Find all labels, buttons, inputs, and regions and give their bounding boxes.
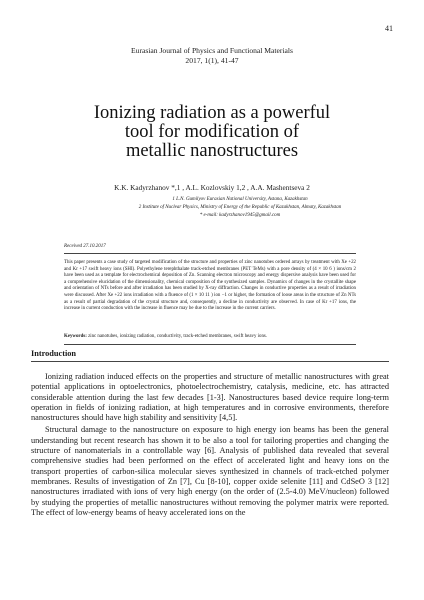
- corresponding-email: * e-mail: kadyrzhanov1945@gmail.com: [199, 213, 281, 218]
- introduction-body: [31, 372, 389, 520]
- page-number: 41: [385, 24, 393, 33]
- affiliations: [90, 196, 390, 220]
- keywords: [64, 334, 356, 341]
- abstract-text: This paper presents a case study of targeted modification of the structure and properties of zinc nanotubes ordered arrays by treatment with Xe +22 and Kr +17 swift heavy ions (SHI). Polyethylene terephthalate track-etched membranes (PET TeMs) with a pore density of (4 × 10 6 ) ions/cm 2 have been used as a template for electrochemical deposition of Zn. Scanning electron microscopy and energy dispersive analysis have been used for a comprehensive elucidation of the dimensionality, chemical composition of the synthesized samples. Dynamics of changes in the crystallite shape and orientation of NTs before and after irradiation has been studied by X-ray diffraction. Changes in conductive properties as a result of irradiation were discussed. After Xe +22 ions irradiation with a fluence of (1 × 10 11 ) ion −1 or higher, the formation of loose areas in the structure of Zn NTs as a result of partial degradation of the crystal structure and, consequently, a decline in conductivity are observed. In case of Kr +17 ions, the increase in current conduction with the increase in fluence may be due to the increase in the current carriers.: [64, 260, 356, 312]
- keywords-label: Keywords:: [64, 334, 87, 339]
- title-line-3: metallic nanostructures: [125, 141, 299, 161]
- keywords-list: zinc nanotubes, ionizing radiation, conductivity, track-etched membranes, swift heavy ions.: [88, 334, 268, 339]
- received-date: Received 27.10.2017: [64, 244, 106, 249]
- paper-title: [0, 104, 424, 161]
- affiliation-1: 1 L.N. Gumilyov Eurasian National University, Astana, Kazakhstan: [172, 197, 308, 202]
- divider-bottom: [64, 344, 356, 345]
- journal-name: Eurasian Journal of Physics and Functional Materials: [131, 46, 293, 55]
- author-list: K.K. Kadyrzhanov *,1 , A.L. Kozlovskiy 1,2 , A.A. Mashentseva 2: [114, 183, 310, 192]
- paragraph: Structural damage to the nanostructure on exposure to high energy ion beams has been the general understanding but recent research has shown it to be also a tool for tailoring properties and changing the structure of nanomaterials in a controllable way [6]. Analysis of published data revealed that several comprehensive studies had been performed on the effect of accelerated light and heavy ions on the transport properties of carbon-silica molecular sieves synthesized in channels of track-etched polymer membranes. Results of investigation of Zn [7], Cu [8-10], copper oxide selenite [11] and CdSeO 3 [12] nanostructures irradiated with ions of very high energy (on the order of (2.5-4.0) MeV/nucleon) followed by studying the properties of metallic nanostructures without removing the polymer matrix were reported. The effect of low-energy beams of heavy accelerated ions on the: [31, 425, 389, 517]
- title-line-1: Ionizing radiation as a powerful: [93, 103, 331, 123]
- affiliation-2: 2 Institute of Nuclear Physics, Ministry of Energy of the Republic of Kazakhstan, Almaty, Kazakhstan: [138, 205, 342, 210]
- title-line-2: tool for modification of: [124, 122, 300, 142]
- section-heading-introduction: Introduction: [31, 349, 77, 358]
- journal-issue: 2017, 1(1), 41-47: [185, 56, 239, 65]
- paragraph: Ionizing radiation induced effects on the properties and structure of metallic nanostructures with great potential applications in optoelectronics, photoelectrochemistry, catalysis, medicine, etc. has attracted considerable attention during the last few decades [1-3]. Nanostructures based device require long-term operation in fields of ionizing radiation, at high temperatures and in corrosive environments, therefore nanostructures should have high stability and sensitivity [4,5].: [31, 372, 389, 423]
- divider-top: [64, 253, 356, 254]
- section-divider: [31, 361, 389, 362]
- journal-header: [0, 46, 424, 66]
